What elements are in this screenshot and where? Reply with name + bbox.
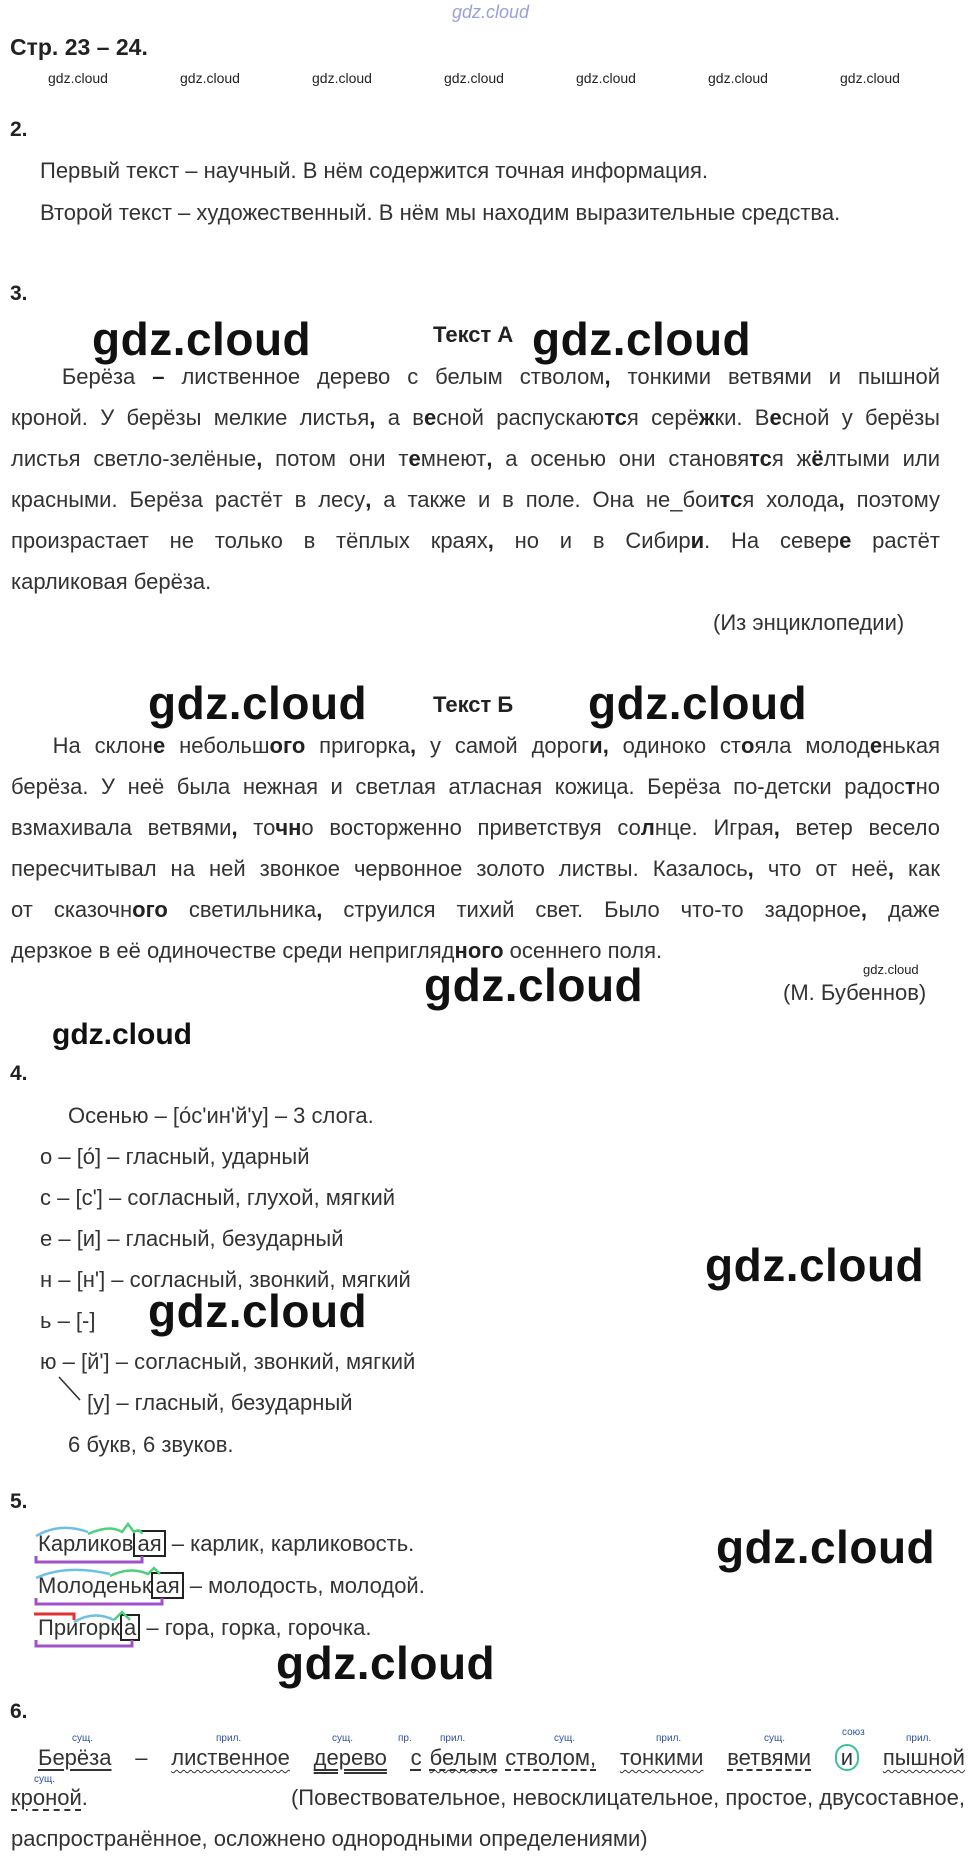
sentence-dash: – bbox=[135, 1745, 148, 1770]
section-5-number: 5. bbox=[10, 1490, 28, 1513]
word-ending: ая bbox=[133, 1530, 165, 1557]
watermark-big: gdz.cloud bbox=[588, 677, 808, 729]
word-conjunction: и bbox=[835, 1744, 859, 1771]
suffix-caret-icon bbox=[88, 1524, 142, 1534]
stem-bracket-icon bbox=[36, 1640, 132, 1646]
watermark-big: gdz.cloud bbox=[705, 1239, 925, 1291]
text-b-line-1: На склоне небольшого пригорка, у самой дороги, одиноко стояла молоденькая bbox=[11, 733, 941, 758]
phonetic-letter-yu: ю – [й'] – согласный, звонкий, мягкий bbox=[40, 1349, 416, 1374]
text-a-line-6: карликовая берёза. bbox=[11, 569, 212, 594]
word-stem: Карликов bbox=[38, 1531, 134, 1556]
text-a-line-4: красными. Берёза растёт в лесу, а также и в поле. Она не_боится холода, поэтому bbox=[11, 487, 940, 512]
watermark-tiny: gdz.cloud bbox=[863, 962, 919, 977]
word-stem: Пригорк bbox=[38, 1615, 120, 1640]
pos-label-noun: сущ. bbox=[764, 1733, 786, 1744]
phonetic-letter-yu-second-sound: [у] – гласный, безударный bbox=[87, 1390, 353, 1415]
analysis-text: (Повествовательное, невосклицательное, простое, двусоставное, bbox=[290, 1785, 965, 1810]
word-predicate: дерево bbox=[313, 1745, 387, 1770]
text-b-source: (М. Бубеннов) bbox=[783, 980, 927, 1005]
watermark-small: gdz.cloud bbox=[444, 70, 504, 86]
word-attribute: пышной bbox=[882, 1745, 965, 1770]
text-b-line-5: от сказочного светильника, струился тихий свет. Было что-то задорное, даже bbox=[11, 897, 940, 922]
text-a-line-5: произрастает не только в тёплых краях, но и в Сибири. На севере растёт bbox=[11, 528, 940, 553]
pos-label-adj: прил. bbox=[216, 1733, 242, 1744]
watermark-big: gdz.cloud bbox=[92, 313, 312, 365]
watermark-top: gdz.cloud bbox=[452, 2, 530, 22]
stem-bracket-icon bbox=[36, 1598, 162, 1604]
suffix-caret-icon bbox=[114, 1612, 130, 1620]
section-6-number: 6. bbox=[10, 1700, 28, 1723]
prepositional-object bbox=[411, 1745, 596, 1771]
text-a-line-3: листья светло-зелёные, потом они темнеют, а осенью они становятся жёлтыми или bbox=[11, 446, 940, 471]
page-header: Стр. 23 – 24. bbox=[10, 34, 148, 60]
root-arc-icon bbox=[74, 1615, 114, 1622]
word-object-wrap: кроной. bbox=[11, 1785, 88, 1810]
pos-label-noun: сущ. bbox=[554, 1733, 576, 1744]
watermark-small: gdz.cloud bbox=[576, 70, 636, 86]
section-2-number: 2. bbox=[10, 118, 28, 141]
pos-label-conj: союз bbox=[842, 1727, 865, 1738]
pos-label-adj: прил. bbox=[656, 1733, 682, 1744]
text-b-label: Текст Б bbox=[433, 692, 514, 717]
root-arc-icon bbox=[36, 1570, 110, 1578]
word-ending: ая bbox=[151, 1572, 183, 1599]
sentence-analysis-line-2: распространённое, осложнено однородными определениями) bbox=[11, 1826, 648, 1851]
phonetic-letter-s: с – [с'] – согласный, глухой, мягкий bbox=[40, 1185, 396, 1210]
word-attribute: тонкими bbox=[619, 1745, 704, 1770]
parsed-sentence bbox=[38, 1744, 965, 1771]
text-a-label: Текст А bbox=[433, 322, 514, 347]
text-b-line-6: дерзкое в её одиночестве среди неприглядного осеннего поля. bbox=[11, 938, 663, 963]
pos-label-adj: прил. bbox=[440, 1733, 466, 1744]
word-object: ветвями bbox=[727, 1745, 811, 1770]
word-ending: а bbox=[120, 1614, 140, 1641]
pos-label-noun: сущ. bbox=[34, 1774, 56, 1785]
pos-label-noun: сущ. bbox=[72, 1733, 94, 1744]
phonetic-summary: 6 букв, 6 звуков. bbox=[68, 1432, 234, 1457]
phonetic-word-line: Осенью – [о́с'ин'й'у] – 3 слога. bbox=[68, 1103, 374, 1128]
watermark-small: gdz.cloud bbox=[48, 70, 108, 86]
morpheme-marks bbox=[30, 1518, 210, 1658]
stem-bracket-icon bbox=[36, 1556, 142, 1562]
watermark-big: gdz.cloud bbox=[276, 1637, 496, 1689]
watermark-small: gdz.cloud bbox=[312, 70, 372, 86]
pos-label-prep: пр. bbox=[398, 1733, 412, 1744]
text-a-source: (Из энциклопедии) bbox=[713, 610, 905, 635]
watermark-small: gdz.cloud bbox=[180, 70, 240, 86]
branch-line-icon bbox=[56, 1374, 84, 1404]
word-stem: Молоденьк bbox=[38, 1573, 152, 1598]
text-a-line-2: кроной. У берёзы мелкие листья, а весной распускаются серёжки. Весной у берёзы bbox=[11, 405, 940, 430]
word-attribute: белым bbox=[429, 1745, 498, 1770]
watermark-medium: gdz.cloud bbox=[52, 1018, 192, 1051]
section-2-line-2: Второй текст – художественный. В нём мы находим выразительные средства. bbox=[40, 200, 841, 225]
pos-label-noun: сущ. bbox=[332, 1733, 354, 1744]
text-b-line-2: берёза. У неё была нежная и светлая атласная кожица. Берёза по-детски радостно bbox=[11, 774, 940, 799]
word-attribute: лиственное bbox=[171, 1745, 290, 1770]
watermark-big: gdz.cloud bbox=[532, 313, 752, 365]
text-b-line-4: пересчитывал на ней звонкое червонное золото листвы. Казалось, что от неё, как bbox=[11, 856, 941, 881]
pos-label-adj: прил. bbox=[906, 1733, 932, 1744]
sentence-analysis-line-1 bbox=[11, 1785, 965, 1811]
prefix-mark-icon bbox=[34, 1614, 74, 1620]
watermark-small: gdz.cloud bbox=[708, 70, 768, 86]
watermark-big: gdz.cloud bbox=[148, 677, 368, 729]
watermark-big: gdz.cloud bbox=[424, 959, 644, 1011]
watermark-big: gdz.cloud bbox=[148, 1285, 368, 1337]
phonetic-letter-soft-sign: ь – [-] bbox=[40, 1308, 96, 1333]
root-arc-icon bbox=[36, 1528, 88, 1536]
word-object: стволом, bbox=[505, 1745, 597, 1770]
section-4-number: 4. bbox=[10, 1062, 28, 1085]
word-preposition: с bbox=[410, 1745, 422, 1770]
word-subject: Берёза bbox=[38, 1745, 112, 1770]
section-3-number: 3. bbox=[10, 282, 28, 305]
watermark-small: gdz.cloud bbox=[840, 70, 900, 86]
text-a-line-1: Берёза – лиственное дерево с белым стволом, тонкими ветвями и пышной bbox=[11, 364, 941, 389]
suffix-caret-icon bbox=[110, 1568, 160, 1576]
watermark-big: gdz.cloud bbox=[716, 1521, 936, 1573]
phonetic-letter-e: е – [и] – гласный, безударный bbox=[40, 1226, 344, 1251]
related-words: – молодость, молодой. bbox=[183, 1573, 425, 1598]
phonetic-letter-n: н – [н'] – согласный, звонкий, мягкий bbox=[40, 1267, 411, 1292]
text-b-line-3: взмахивала ветвями, точно восторженно приветствуя солнце. Играя, ветер весело bbox=[11, 815, 940, 840]
section-2-line-1: Первый текст – научный. В нём содержится точная информация. bbox=[40, 158, 709, 183]
related-words: – гора, горка, горочка. bbox=[140, 1615, 372, 1640]
related-words: – карлик, карликовость. bbox=[165, 1531, 415, 1556]
phonetic-letter-o: о – [о́] – гласный, ударный bbox=[40, 1144, 310, 1169]
